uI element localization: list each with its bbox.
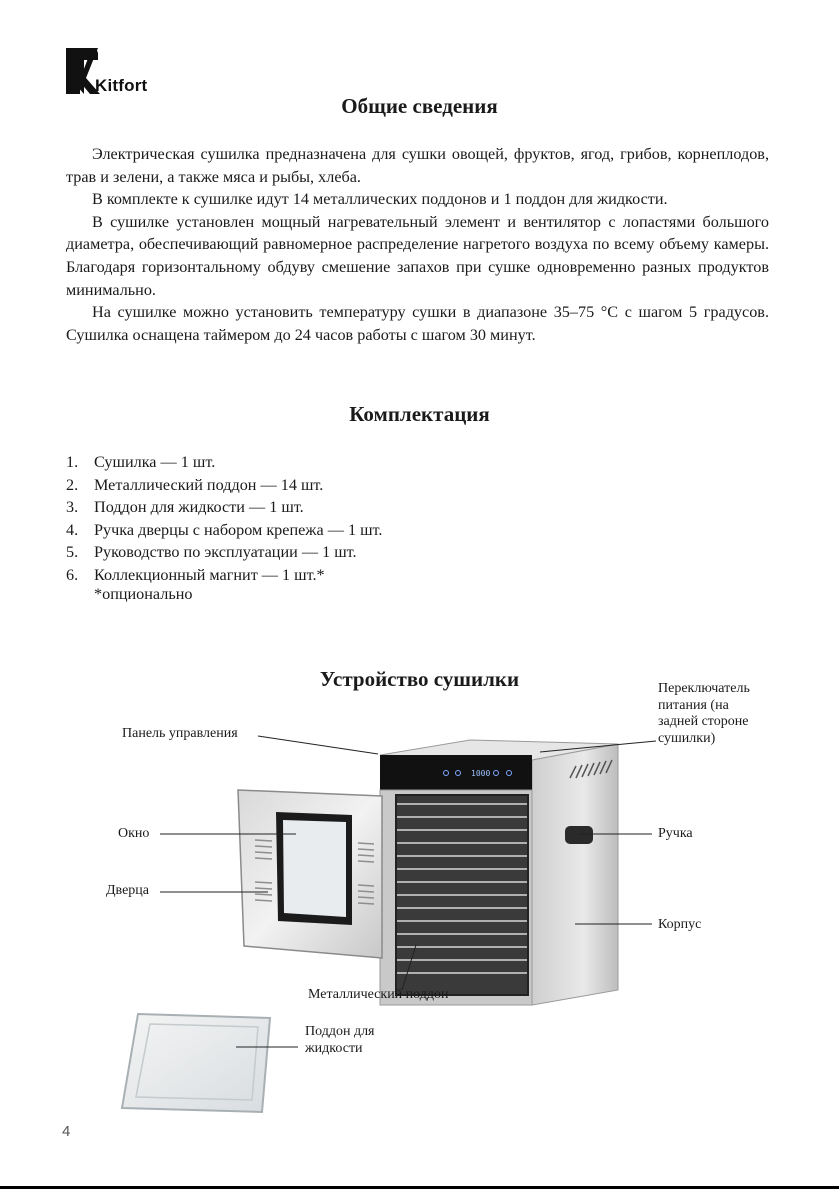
- label-line: Переключатель: [658, 681, 750, 696]
- liquid-tray: [122, 1014, 270, 1112]
- tray-chamber: [380, 790, 532, 1005]
- list-number: 2.: [66, 475, 79, 494]
- list-text: Руководство по эксплуатации — 1 шт.: [94, 543, 357, 562]
- label-line: жидкости: [305, 1040, 363, 1056]
- section-title-general: Общие сведения: [341, 94, 498, 118]
- label-line: питания (на: [658, 697, 729, 713]
- list-number: 5.: [66, 543, 79, 562]
- list-text: Металлический поддон — 14 шт.: [94, 475, 324, 494]
- page-number: 4: [62, 1123, 71, 1140]
- label-door: Дверца: [106, 883, 149, 898]
- label-window: Окно: [118, 826, 150, 841]
- label-liquid-tray: [305, 1024, 375, 1057]
- section-title-kit: Комплектация: [349, 402, 490, 426]
- kit-footnote: *опционально: [94, 585, 193, 603]
- list-number: 6.: [66, 565, 79, 584]
- brand-name: Kitfort: [95, 76, 148, 95]
- control-panel: [380, 755, 532, 790]
- section-title-device: Устройство сушилки: [319, 667, 520, 691]
- door: [238, 790, 382, 958]
- label-body: Корпус: [658, 917, 702, 932]
- list-text: Коллекционный магнит — 1 шт.*: [94, 565, 325, 584]
- list-number: 3.: [66, 498, 79, 517]
- window: [283, 820, 346, 917]
- list-number: 1.: [66, 453, 79, 471]
- label-power-switch: [658, 681, 750, 747]
- paragraph: В комплекте к сушилке идут 14 металлических поддонов и 1 поддон для жидкости.: [92, 190, 668, 209]
- paragraph: Электрическая сушилка предназначена для сушки овощей, фруктов, ягод, грибов, корнеплодов, трав и зелени, а также мяса и рыбы, хлеба.: [66, 145, 769, 186]
- list-text: Сушилка — 1 шт.: [94, 453, 216, 471]
- paragraph: На сушилке можно установить температуру сушки в диапазоне 35–75 °C с шагом 5 градусов. Сушилка оснащена таймером до 24 часов работы с шагом 30 минут.: [66, 303, 769, 344]
- label-handle: Ручка: [658, 826, 693, 841]
- label-control-panel: Панель управления: [122, 726, 238, 741]
- display-readout: 1000: [471, 769, 491, 778]
- paragraph: В сушилке установлен мощный нагревательный элемент и вентилятор с лопастями большого диаметра, обеспечивающий равномерное распределение нагретого воздуха по всему объему камеры. Благодаря горизонтальному обдуву смешение запахов при сушке одновременно разных продуктов минимально.: [66, 212, 769, 299]
- list-text: Поддон для жидкости — 1 шт.: [94, 498, 304, 517]
- label-line: Поддон для: [305, 1024, 375, 1039]
- list-number: 4.: [66, 520, 79, 539]
- label-metal-tray: Металлический поддон: [308, 987, 449, 1002]
- list-text: Ручка дверцы с набором крепежа — 1 шт.: [94, 520, 383, 539]
- label-line: сушилки): [658, 730, 716, 746]
- handle-icon: [565, 826, 593, 844]
- label-line: задней стороне: [658, 714, 749, 729]
